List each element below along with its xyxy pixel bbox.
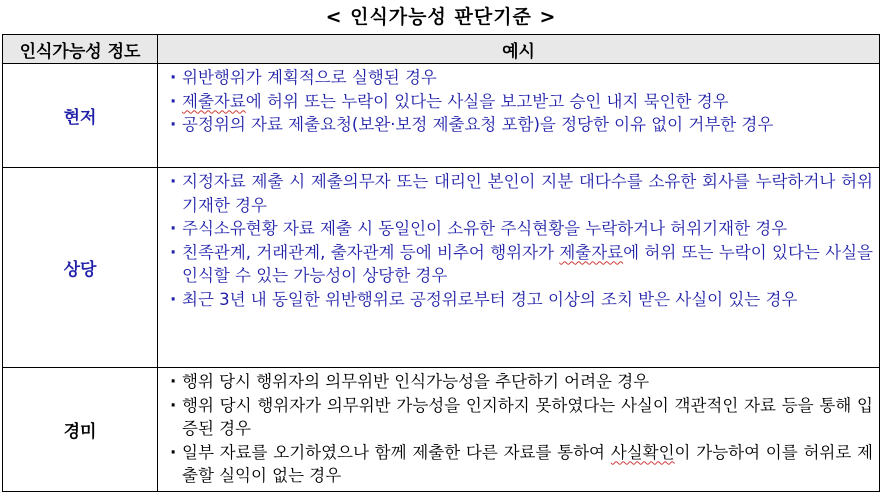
list-item: · 주식소유현황 자료 제출 시 동일인이 소유한 주식현황을 누락하거나 허위기재한 경우 xyxy=(168,217,873,241)
column-header-level: 인식가능성 정도 xyxy=(3,35,158,64)
table-header-row xyxy=(3,35,880,64)
page-title: < 인식가능성 판단기준 > xyxy=(325,6,557,28)
level-cell: 현저 xyxy=(3,64,158,168)
list-item: · 행위 당시 행위자의 의무위반 인식가능성을 추단하기 어려운 경우 xyxy=(168,370,873,394)
list-item: · 지정자료 제출 시 제출의무자 또는 대리인 본인이 지분 대다수를 소유한 회사를 누락하거나 허위기재한 경우 xyxy=(168,170,873,217)
list-item: · 행위 당시 행위자가 의무위반 가능성을 인지하지 못하였다는 사실이 객관적인 자료 등을 통해 입증된 경우 xyxy=(168,394,873,441)
list-item xyxy=(168,441,873,488)
column-header-examples: 예시 xyxy=(158,35,880,64)
table-row xyxy=(3,64,880,168)
table-row xyxy=(3,168,880,368)
level-cell: 경미 xyxy=(3,368,158,492)
list-item-text: 에 허위 또는 누락이 있다는 사실을 인식할 수 있는 가능성이 상당한 경우 xyxy=(182,242,873,285)
spellcheck-marked-text: 사실확인 xyxy=(610,442,675,462)
spellcheck-marked-text: 제출자료 xyxy=(182,91,246,111)
list-item xyxy=(168,241,873,288)
examples-cell xyxy=(158,64,880,168)
table-row xyxy=(3,368,880,492)
list-item-text: 에 허위 또는 누락이 있다는 사실을 보고받고 승인 내지 묵인한 경우 xyxy=(245,91,729,111)
spellcheck-marked-text: 제출자료 xyxy=(559,242,624,262)
level-cell: 상당 xyxy=(3,168,158,368)
list-item xyxy=(168,90,873,114)
criteria-table xyxy=(2,34,880,492)
list-item: · 위반행위가 계획적으로 실행된 경우 xyxy=(168,66,873,90)
example-list xyxy=(168,66,873,137)
examples-cell xyxy=(158,168,880,368)
list-item-text: 일부 자료를 오기하였으나 함께 제출한 다른 자료를 통하여 xyxy=(182,442,611,462)
examples-cell xyxy=(158,368,880,492)
list-item: · 최근 3년 내 동일한 위반행위로 공정위로부터 경고 이상의 조치 받은 사실이 있는 경우 xyxy=(168,288,873,312)
list-item-text: 이 가능하여 이를 허위로 제출할 실익이 없는 경우 xyxy=(182,442,873,485)
example-list xyxy=(168,170,873,311)
list-item-text: 친족관계, 거래관계, 출자관계 등에 비추어 행위자가 xyxy=(182,242,560,262)
example-list xyxy=(168,370,873,488)
list-item: · 공정위의 자료 제출요청(보완·보정 제출요청 포함)을 정당한 이유 없이 거부한 경우 xyxy=(168,113,873,137)
